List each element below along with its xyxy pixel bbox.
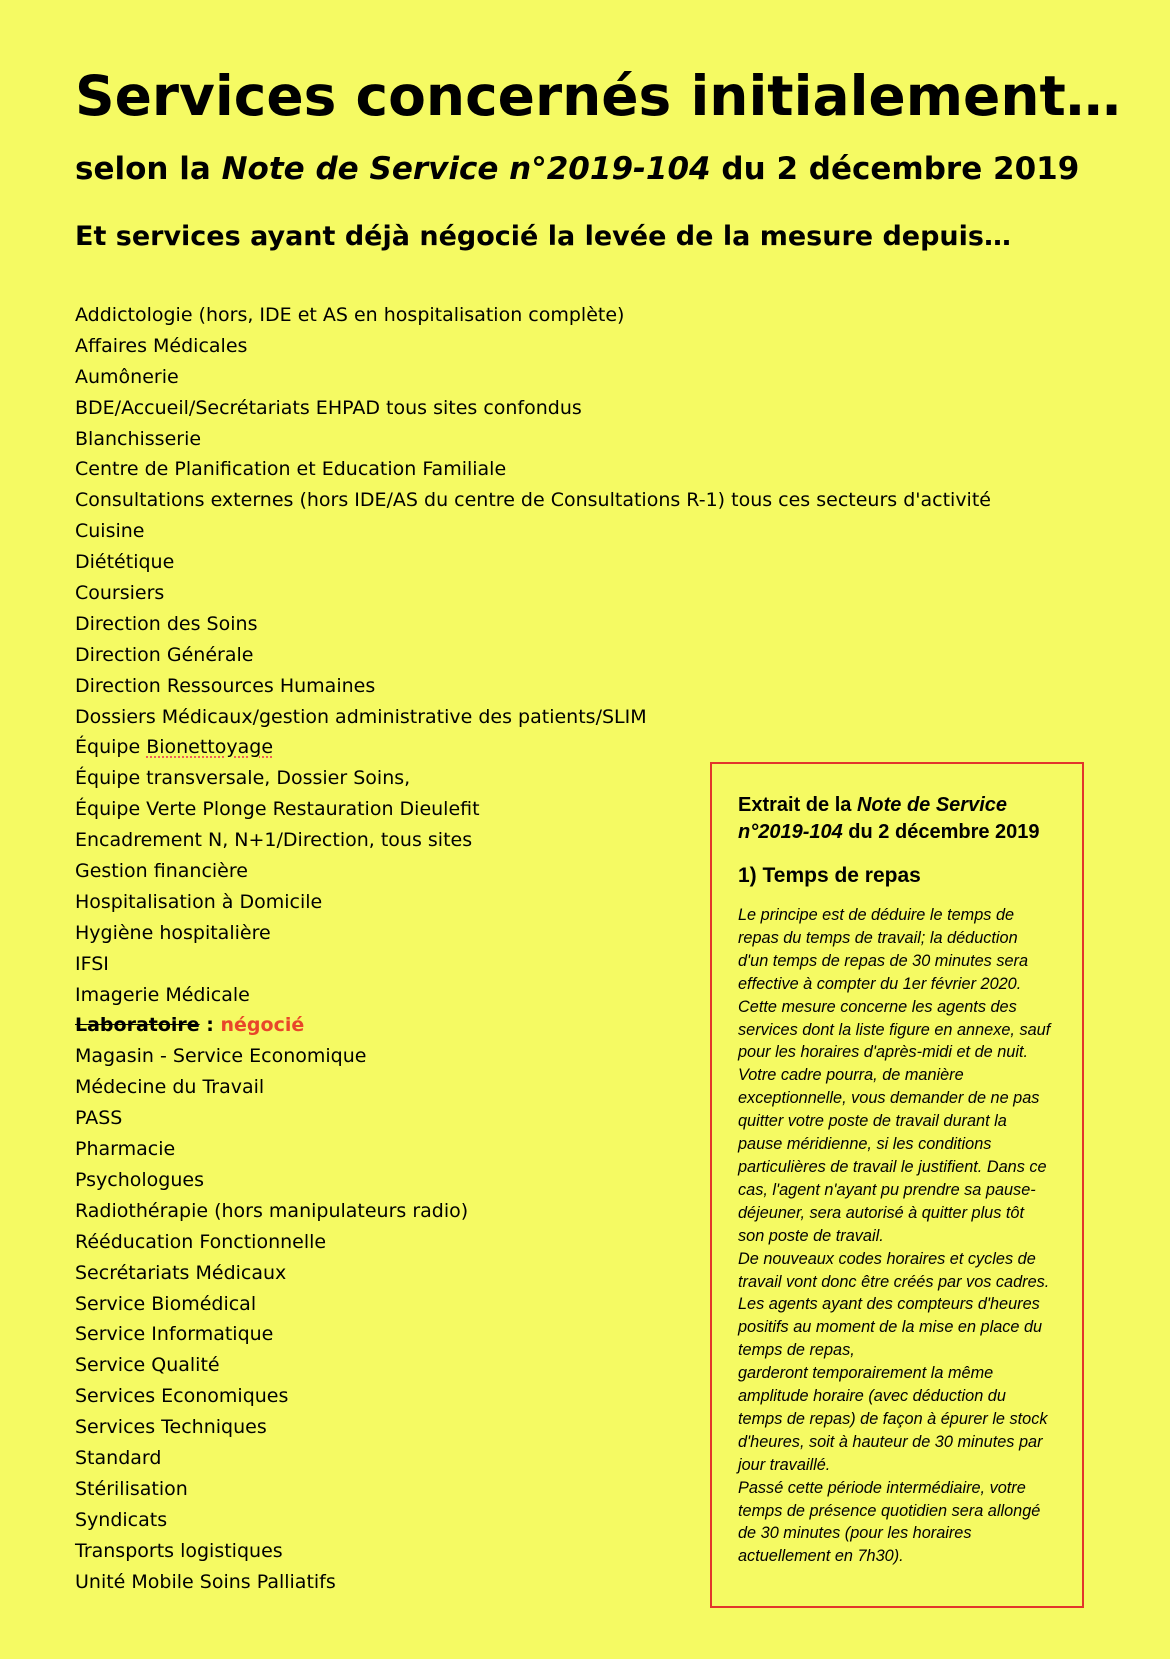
service-item: Équipe Verte Plonge Restauration Dieulefit xyxy=(75,798,480,821)
service-item: Service Informatique xyxy=(75,1323,274,1346)
service-item: Hygiène hospitalière xyxy=(75,921,271,944)
service-item: Radiothérapie (hors manipulateurs radio) xyxy=(75,1199,469,1222)
subtitle-prefix: selon la xyxy=(75,151,222,187)
service-item: Encadrement N, N+1/Direction, tous sites xyxy=(75,829,473,852)
service-item: Dossiers Médicaux/gestion administrative des patients/SLIM xyxy=(75,705,647,728)
service-item: Addictologie (hors, IDE et AS en hospitalisation complète) xyxy=(75,304,625,326)
negotiated-status: négocié xyxy=(220,1014,305,1037)
page-title: Services concernés initialement… xyxy=(75,64,1121,128)
service-item: Coursiers xyxy=(75,582,165,605)
subtitle-note-reference: Note de Service n°2019-104 xyxy=(221,151,711,187)
service-item: Direction Ressources Humaines xyxy=(75,674,376,697)
service-item: Rééducation Fonctionnelle xyxy=(75,1230,327,1253)
service-item: Médecine du Travail xyxy=(75,1076,265,1099)
section-heading: Et services ayant déjà négocié la levée de la mesure depuis… xyxy=(75,221,1011,252)
service-item: Syndicats xyxy=(75,1508,168,1531)
service-item: Service Biomédical xyxy=(75,1292,257,1315)
service-item: Secrétariats Médicaux xyxy=(75,1261,287,1284)
service-item: Standard xyxy=(75,1446,162,1469)
service-item: Magasin - Service Economique xyxy=(75,1045,367,1068)
struck-service-name: Laboratoire xyxy=(75,1014,200,1037)
service-item: Diététique xyxy=(75,551,175,574)
service-item: Affaires Médicales xyxy=(75,334,248,357)
service-item: Pharmacie xyxy=(75,1138,176,1161)
service-item: Service Qualité xyxy=(75,1354,220,1377)
extract-title-date: du 2 décembre 2019 xyxy=(842,821,1040,843)
service-item: Équipe transversale, Dossier Soins, xyxy=(75,767,411,790)
service-item: Direction des Soins xyxy=(75,612,258,635)
page-subtitle xyxy=(75,151,1079,187)
service-item: Aumônerie xyxy=(75,365,179,388)
extract-title-prefix: Extrait de la xyxy=(738,794,857,816)
service-item: PASS xyxy=(75,1107,123,1130)
note-extract-box xyxy=(710,762,1084,1608)
extract-note-reference: Note de Service n°2019-104 xyxy=(738,794,1008,843)
service-item: Hospitalisation à Domicile xyxy=(75,890,323,913)
service-item: Unité Mobile Soins Palliatifs xyxy=(75,1570,336,1593)
service-item: Centre de Planification et Education Familiale xyxy=(75,458,507,481)
service-item: Cuisine xyxy=(75,520,145,543)
extract-section-heading: 1) Temps de repas xyxy=(738,864,921,887)
service-item: Services Techniques xyxy=(75,1416,267,1439)
service-item: Stérilisation xyxy=(75,1477,188,1500)
service-item: Transports logistiques xyxy=(75,1539,283,1562)
service-item: BDE/Accueil/Secrétariats EHPAD tous sites confondus xyxy=(75,396,582,419)
service-item: Gestion financière xyxy=(75,860,248,883)
extract-body-text: Le principe est de déduire le temps de repas du temps de travail; la déduction d'un temps de repas de 30 minutes sera effective à compter du 1er février 2020. Cette mesure concerne les agents des services dont la liste figure en annexe, sauf pour les horaires d'après-midi et de nuit. Votre cadre pourra, de manière exceptionnelle, vous demander de ne pas quitter votre poste de travail durant la pause méridienne, si les conditions particulières de travail le justifient. Dans ce cas, l'agent n'ayant pu prendre sa pause- déjeuner, sera autorisé à quitter plus tôt son poste de travail. De nouveaux codes horaires et cycles de travail vont donc être créés par vos cadres. Les agents ayant des compteurs d'heures positifs au moment de la mise en place du temps de repas, garderont temporairement la même amplitude horaire (avec déduction du temps de repas) de façon à épurer le stock d'heures, soit à hauteur de 30 minutes par jour travaillé. Passé cette période intermédiaire, votre temps de présence quotidien sera allongé de 30 minutes (pour les horaires actuellement en 7h30). xyxy=(738,906,1051,1566)
service-item: Direction Générale xyxy=(75,643,254,666)
service-item: IFSI xyxy=(75,952,109,975)
service-item-bionettoyage xyxy=(75,732,991,763)
status-separator: : xyxy=(199,1014,221,1037)
service-item: Imagerie Médicale xyxy=(75,983,250,1006)
service-item: Services Economiques xyxy=(75,1385,289,1408)
service-item: Psychologues xyxy=(75,1168,204,1191)
service-item: Consultations externes (hors IDE/AS du centre de Consultations R-1) tous ces secteurs d'activité xyxy=(75,489,991,512)
service-item: Blanchisserie xyxy=(75,427,202,450)
extract-title xyxy=(738,792,1082,846)
spellcheck-flagged-word: Bionettoyage xyxy=(146,736,274,759)
subtitle-date: du 2 décembre 2019 xyxy=(710,151,1080,187)
service-item-word: Équipe xyxy=(75,736,147,759)
